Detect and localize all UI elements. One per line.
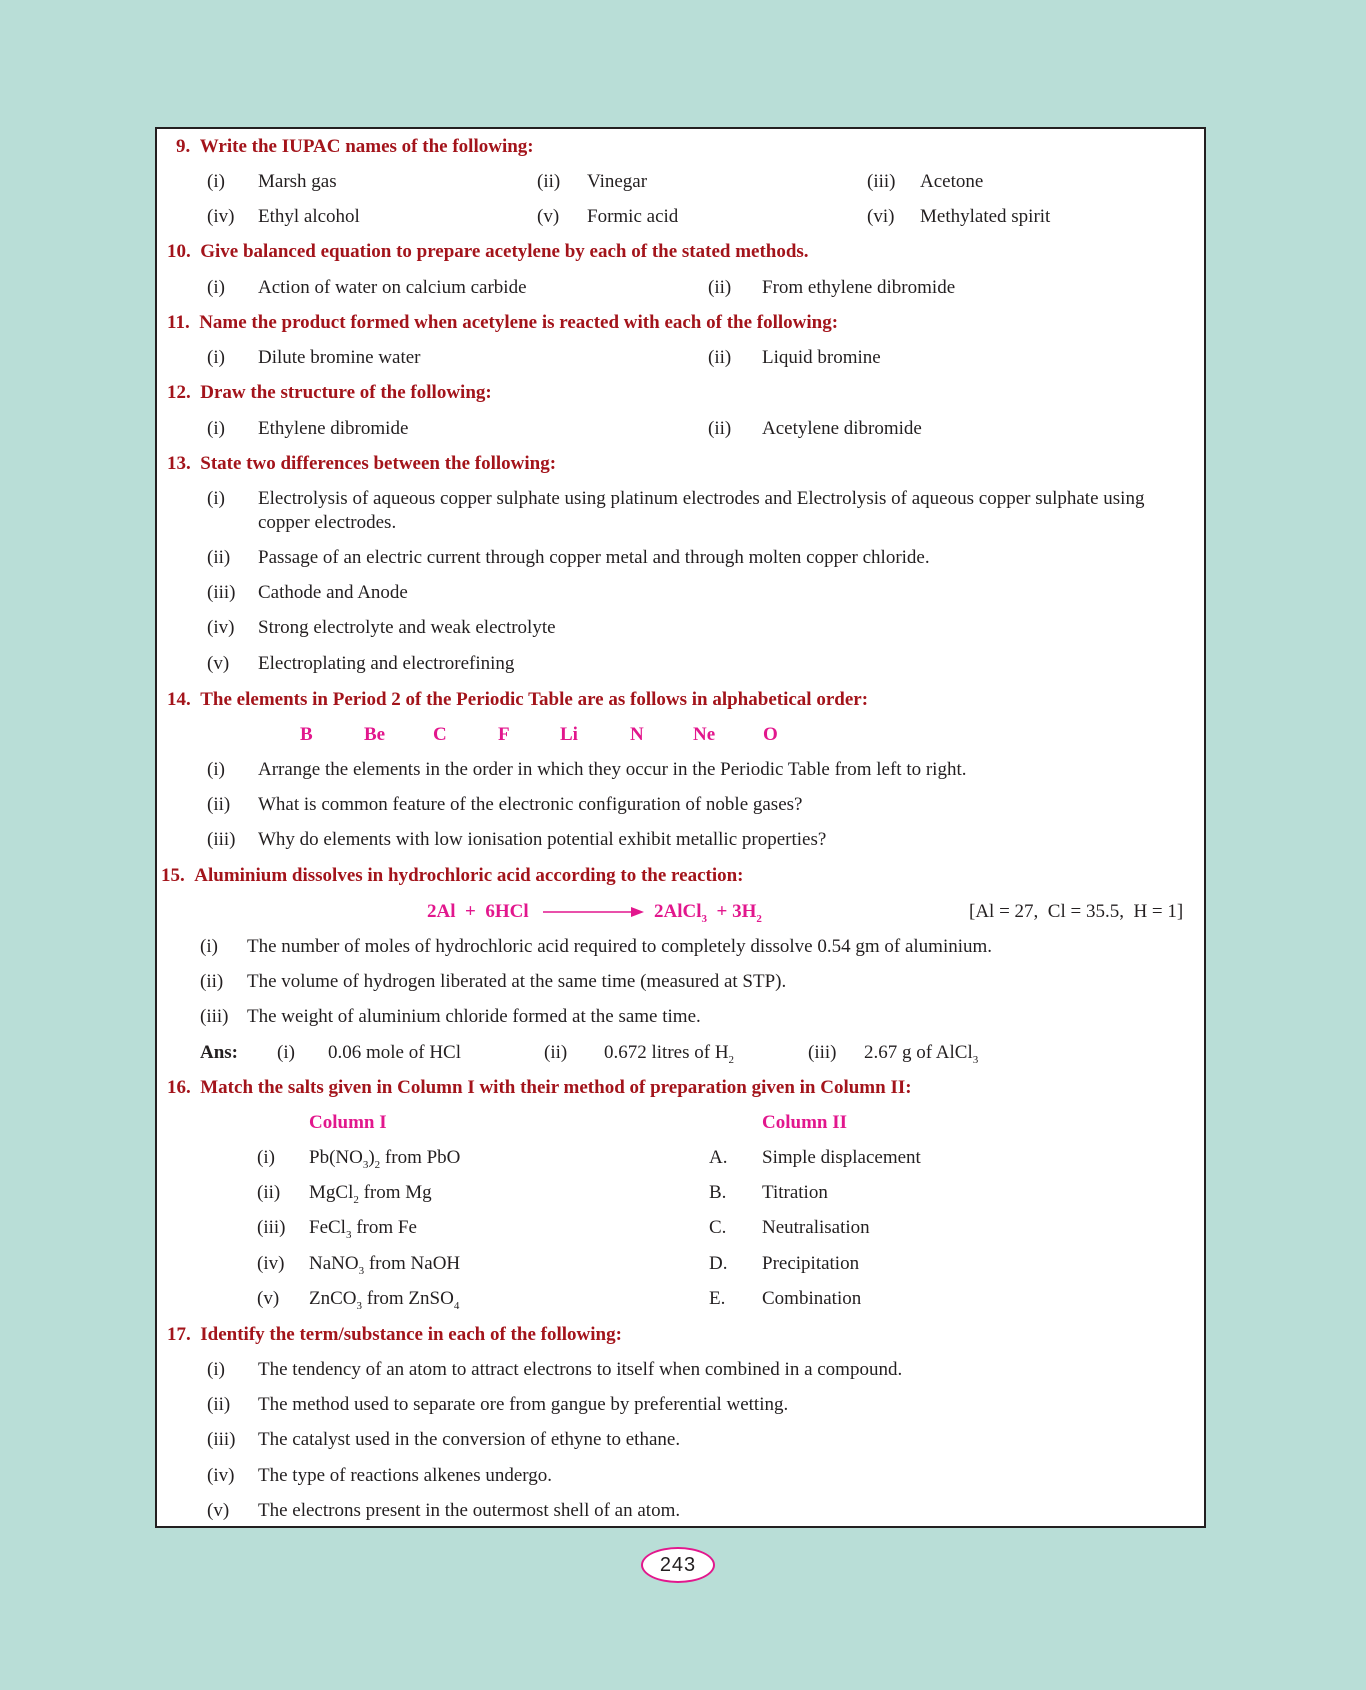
question-number: 15. [161, 865, 185, 886]
question-title: Match the salts given in Column I with their method of preparation given in Column II: [200, 1077, 912, 1098]
subscript: 2 [374, 1159, 381, 1171]
element-symbol: Ne [693, 724, 716, 745]
question-title: Identify the term/substance in each of the following: [200, 1324, 622, 1345]
formula-part: MgCl [309, 1182, 354, 1203]
question-11-heading [167, 312, 838, 334]
item-text: Ethyl alcohol [258, 206, 360, 227]
question-12-heading [167, 382, 492, 404]
item-text: Marsh gas [258, 171, 337, 192]
formula-part: FeCl [309, 1217, 346, 1238]
item-label: (i) [207, 759, 225, 780]
column-2-item: Combination [762, 1288, 862, 1309]
item-label: (ii) [537, 171, 561, 192]
item-text: The weight of aluminium chloride formed at the same time. [247, 1006, 701, 1027]
item-label: (ii) [200, 971, 224, 992]
item-label: (i) [200, 936, 218, 957]
item-text-continued: copper electrodes. [258, 512, 397, 533]
question-title: Draw the structure of the following: [200, 382, 492, 403]
column-2-item: Simple displacement [762, 1147, 921, 1168]
column-2-header: Column II [762, 1112, 847, 1133]
question-10-heading [167, 241, 809, 263]
element-symbol: C [433, 724, 447, 745]
item-text: The method used to separate ore from gangue by preferential wetting. [258, 1394, 789, 1415]
item-text: The volume of hydrogen liberated at the same time (measured at STP). [247, 971, 787, 992]
column-2-item: Neutralisation [762, 1217, 870, 1238]
question-number: 11. [167, 312, 190, 333]
item-label: (vi) [867, 206, 895, 227]
question-16-heading [167, 1077, 912, 1099]
question-title: Write the IUPAC names of the following: [199, 136, 534, 157]
item-label: (iii) [207, 1429, 236, 1450]
answer-item [604, 1042, 734, 1064]
question-14-heading [167, 689, 868, 711]
item-text: Action of water on calcium carbide [258, 277, 527, 298]
subscript: 2 [353, 1194, 359, 1206]
element-symbol: O [763, 724, 778, 745]
column-1-label: (ii) [257, 1182, 281, 1203]
formula-part: from Fe [351, 1217, 417, 1238]
subscript: 3 [362, 1159, 369, 1171]
item-text: Vinegar [587, 171, 648, 192]
item-text: Acetylene dibromide [762, 418, 922, 439]
question-number: 17. [167, 1324, 191, 1345]
item-label: (ii) [708, 418, 732, 439]
column-2-item: Titration [762, 1182, 828, 1203]
item-label: (iii) [207, 829, 236, 850]
item-text: Arrange the elements in the order in which they occur in the Periodic Table from left to right. [258, 759, 967, 780]
product-aluminium-chloride: 2AlCl [654, 901, 702, 922]
item-text: Acetone [920, 171, 984, 192]
item-text: Methylated spirit [920, 206, 1051, 227]
question-number: 14. [167, 689, 191, 710]
question-title: Name the product formed when acetylene is reacted with each of the following: [199, 312, 839, 333]
atomic-masses: [Al = 27, Cl = 35.5, H = 1] [969, 901, 1184, 922]
item-text: The type of reactions alkenes undergo. [258, 1465, 553, 1486]
item-label: (i) [207, 1359, 225, 1380]
subscript: 4 [453, 1300, 460, 1312]
element-symbol: N [630, 724, 644, 745]
subscript: 3 [345, 1229, 352, 1241]
formula-part: from ZnSO [362, 1288, 454, 1309]
item-label: (v) [207, 653, 230, 674]
item-text: Strong electrolyte and weak electrolyte [258, 617, 556, 638]
item-label: (i) [207, 171, 225, 192]
question-title: Aluminium dissolves in hydrochloric acid according to the reaction: [194, 865, 744, 886]
item-text: The number of moles of hydrochloric acid required to completely dissolve 0.54 gm of aluminium. [247, 936, 993, 957]
item-label: (iv) [207, 1465, 235, 1486]
answer-item-label: (ii) [544, 1042, 568, 1063]
subscript: 3 [358, 1265, 365, 1277]
column-1-item [309, 1253, 460, 1275]
answer-label: Ans: [200, 1042, 239, 1063]
formula-part: from PbO [380, 1147, 461, 1168]
column-1-label: (i) [257, 1147, 275, 1168]
formula-part: ) [368, 1147, 375, 1168]
item-label: (i) [207, 418, 225, 439]
question-number: 12. [167, 382, 191, 403]
item-label: (i) [207, 488, 225, 509]
item-text: Cathode and Anode [258, 582, 408, 603]
answer-item-label: (iii) [808, 1042, 837, 1063]
item-label: (iv) [207, 206, 235, 227]
item-text: Electroplating and electrorefining [258, 653, 515, 674]
item-label: (ii) [207, 1394, 231, 1415]
column-2-label: B. [709, 1182, 727, 1203]
answer-item-text: 0.06 mole of HCl [328, 1042, 461, 1063]
column-1-item [309, 1182, 432, 1204]
reaction-products [654, 901, 762, 923]
formula-part: ZnCO [309, 1288, 357, 1309]
element-symbol: Be [364, 724, 386, 745]
question-page [155, 127, 1206, 1528]
question-title: State two differences between the following: [200, 453, 557, 474]
reaction-arrow-icon [543, 904, 645, 920]
element-symbol: B [300, 724, 313, 745]
formula-part: from NaOH [364, 1253, 461, 1274]
question-number: 13. [167, 453, 191, 474]
item-text: Liquid bromine [762, 347, 881, 368]
item-label: (v) [537, 206, 560, 227]
column-1-label: (iv) [257, 1253, 285, 1274]
column-1-label: (iii) [257, 1217, 286, 1238]
reaction-reactants: 2Al + 6HCl [427, 901, 529, 922]
answer-item-text: 2.67 g of AlCl [864, 1042, 973, 1063]
item-text: What is common feature of the electronic configuration of noble gases? [258, 794, 803, 815]
question-15-heading [161, 865, 744, 887]
question-title: The elements in Period 2 of the Periodic Table are as follows in alphabetical order: [200, 689, 869, 710]
item-text: The electrons present in the outermost shell of an atom. [258, 1500, 681, 1521]
item-label: (i) [207, 347, 225, 368]
column-2-label: D. [709, 1253, 728, 1274]
page-number: 243 [641, 1547, 715, 1583]
item-label: (ii) [207, 794, 231, 815]
question-13-heading [167, 453, 556, 475]
subscript: 2 [756, 913, 762, 925]
column-2-item: Precipitation [762, 1253, 860, 1274]
item-label: (ii) [207, 547, 231, 568]
item-label: (iv) [207, 617, 235, 638]
subscript: 3 [356, 1300, 362, 1312]
column-1-item [309, 1147, 460, 1169]
item-text: Ethylene dibromide [258, 418, 409, 439]
question-9-heading [176, 136, 534, 158]
item-text: Passage of an electric current through copper metal and through molten copper chloride. [258, 547, 930, 568]
formula-part: Pb(NO [309, 1147, 363, 1168]
answer-item [864, 1042, 978, 1064]
element-symbol: Li [560, 724, 578, 745]
question-number: 16. [167, 1077, 191, 1098]
item-text: Dilute bromine water [258, 347, 421, 368]
item-text: From ethylene dibromide [762, 277, 956, 298]
subscript: 3 [972, 1054, 979, 1066]
formula-part: from Mg [358, 1182, 432, 1203]
column-2-label: A. [709, 1147, 728, 1168]
column-1-header: Column I [309, 1112, 387, 1133]
item-label: (v) [207, 1500, 230, 1521]
product-hydrogen: + 3H [716, 901, 757, 922]
question-17-heading [167, 1324, 622, 1346]
item-label: (iii) [867, 171, 896, 192]
question-number: 9. [176, 136, 191, 157]
item-label: (iii) [200, 1006, 229, 1027]
item-label: (ii) [708, 277, 732, 298]
item-text: Why do elements with low ionisation potential exhibit metallic properties? [258, 829, 827, 850]
subscript: 3 [701, 913, 707, 925]
column-1-item [309, 1288, 459, 1310]
question-number: 10. [167, 241, 191, 262]
item-text: Electrolysis of aqueous copper sulphate using platinum electrodes and Electrolysis of aqueous copper sulphate using [258, 488, 1145, 509]
item-label: (ii) [708, 347, 732, 368]
formula-part: NaNO [309, 1253, 359, 1274]
column-2-label: E. [709, 1288, 726, 1309]
item-text: Formic acid [587, 206, 679, 227]
item-text: The tendency of an atom to attract electrons to itself when combined in a compound. [258, 1359, 903, 1380]
element-symbol: F [498, 724, 510, 745]
subscript: 2 [728, 1054, 735, 1066]
answer-item-text: 0.672 litres of H [604, 1042, 729, 1063]
item-label: (iii) [207, 582, 236, 603]
column-2-label: C. [709, 1217, 727, 1238]
column-1-item [309, 1217, 417, 1239]
answer-item-label: (i) [277, 1042, 295, 1063]
item-label: (i) [207, 277, 225, 298]
column-1-label: (v) [257, 1288, 280, 1309]
question-title: Give balanced equation to prepare acetylene by each of the stated methods. [200, 241, 809, 262]
item-text: The catalyst used in the conversion of ethyne to ethane. [258, 1429, 681, 1450]
